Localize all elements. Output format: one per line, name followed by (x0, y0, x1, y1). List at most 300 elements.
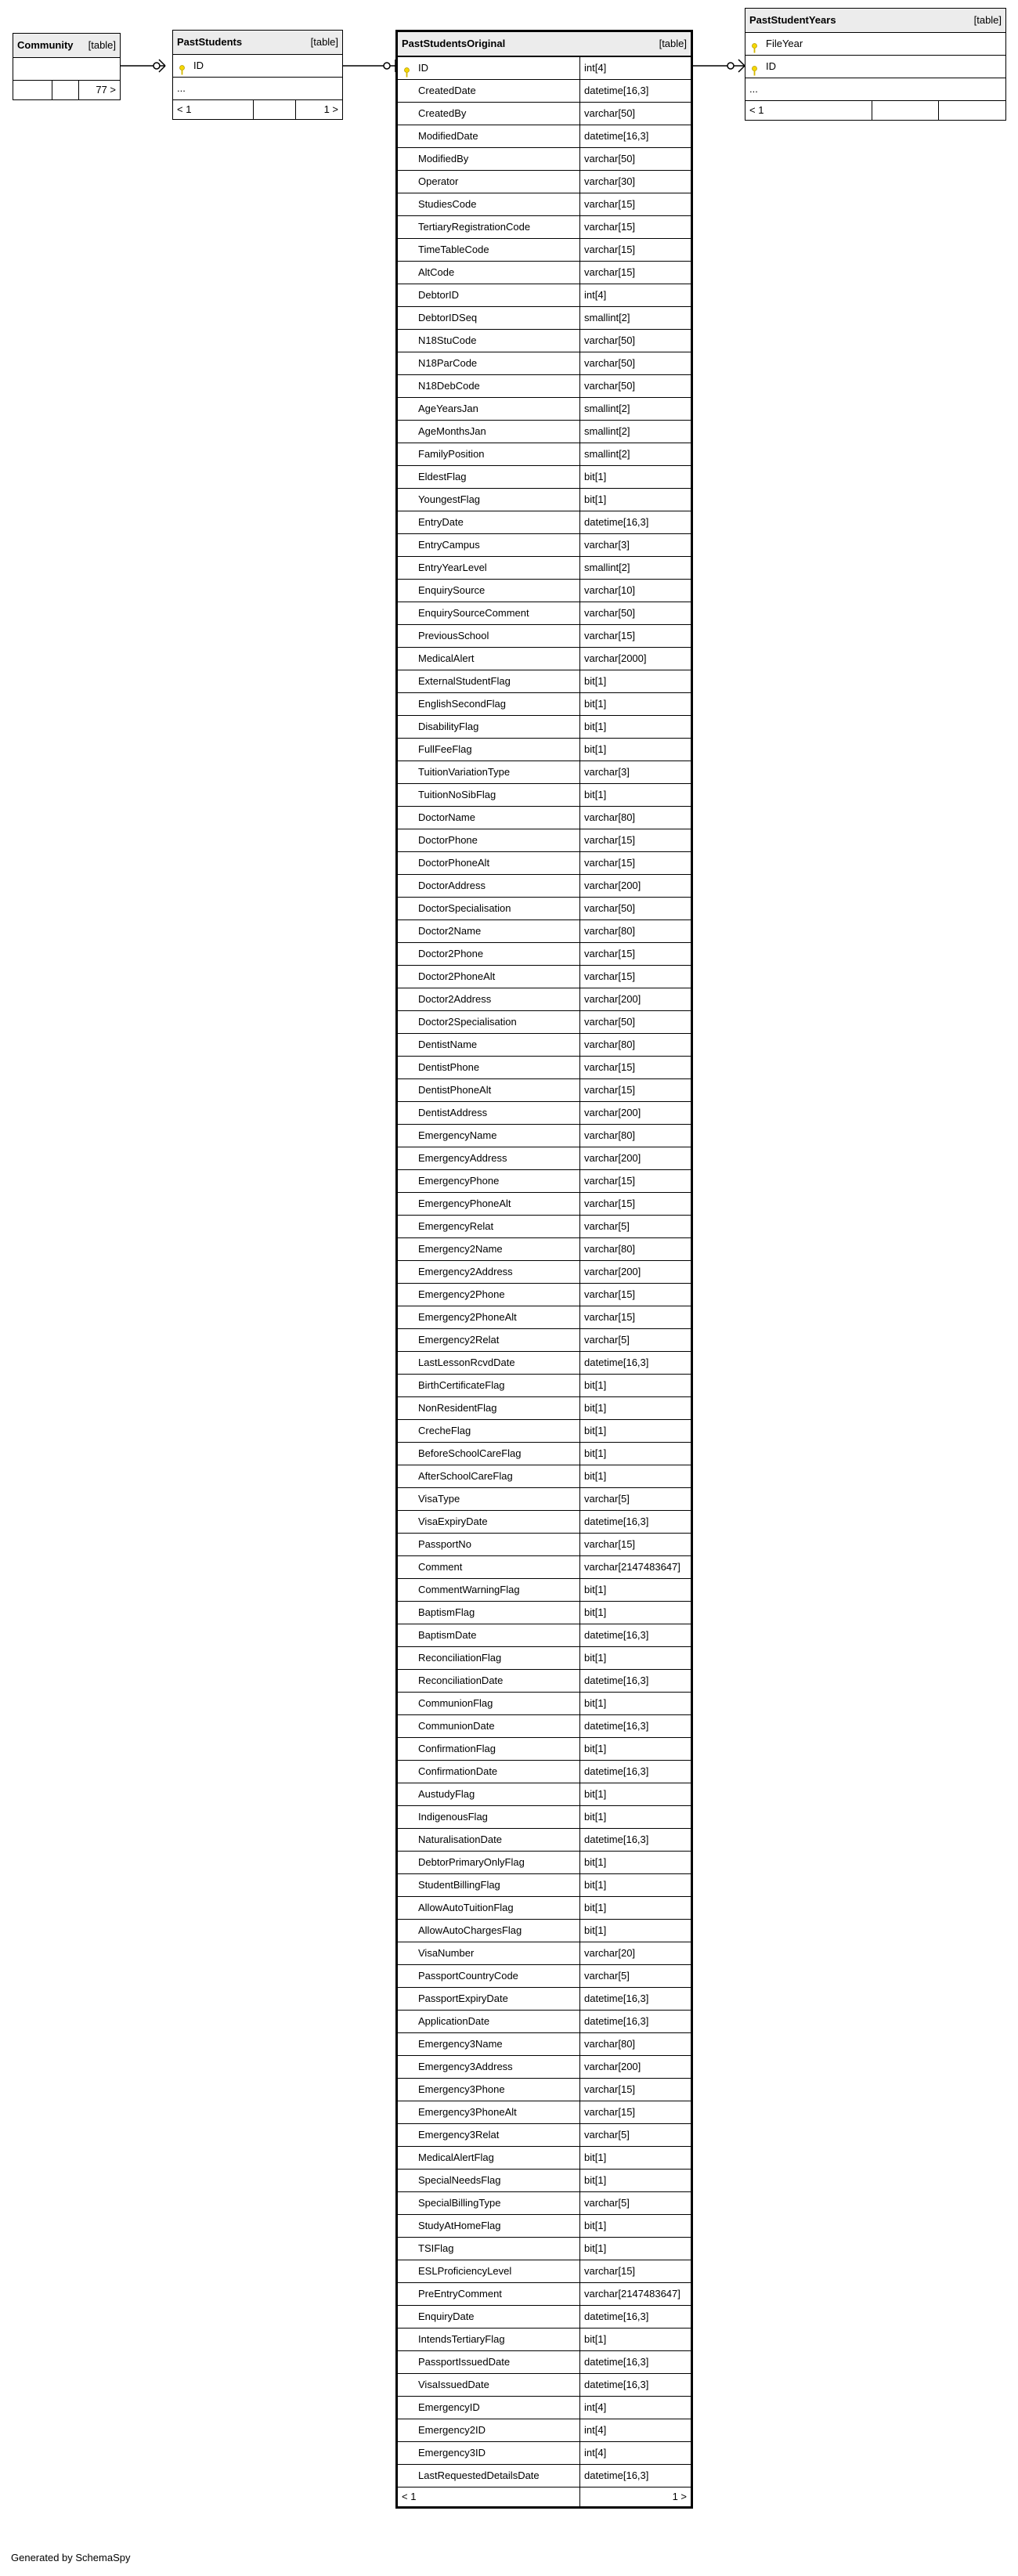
column-name: IntendsTertiaryFlag (418, 2333, 505, 2345)
column-type: datetime[16,3] (580, 1670, 692, 1693)
table-footer (173, 100, 343, 120)
column-type: bit[1] (580, 466, 692, 489)
column-type: varchar[15] (580, 2079, 692, 2101)
column-name: EnquiryDate (418, 2310, 475, 2322)
column-type: varchar[3] (580, 761, 692, 784)
column-type: bit[1] (580, 1693, 692, 1715)
column-type: bit[1] (580, 1397, 692, 1420)
table-row (397, 1329, 692, 1352)
column-type: varchar[15] (580, 829, 692, 852)
table-row (397, 693, 692, 716)
table-row (397, 1511, 692, 1534)
column-name: EntryCampus (418, 539, 480, 551)
column-name: Doctor2Address (418, 993, 492, 1005)
column-name: NaturalisationDate (418, 1834, 502, 1845)
column-type: varchar[50] (580, 602, 692, 625)
column-type: datetime[16,3] (580, 2465, 692, 2487)
table-row (397, 375, 692, 398)
column-type: varchar[15] (580, 1170, 692, 1193)
column-name: DoctorPhone (418, 834, 478, 846)
table-row (397, 1102, 692, 1125)
column-name: TimeTableCode (418, 244, 489, 255)
column-name: PassportCountryCode (418, 1970, 518, 1982)
table-paststudents[interactable] (172, 30, 343, 120)
table-row (397, 2283, 692, 2306)
column-name: ReconciliationDate (418, 1675, 504, 1686)
column-type: datetime[16,3] (580, 1352, 692, 1375)
column-name: SpecialBillingType (418, 2197, 501, 2209)
column-type: bit[1] (580, 1579, 692, 1602)
column-name: Doctor2PhoneAlt (418, 970, 496, 982)
column-type: varchar[50] (580, 330, 692, 352)
column-name: EldestFlag (418, 471, 467, 482)
table-row (397, 2397, 692, 2419)
column-name: Emergency2Address (418, 1266, 513, 1277)
column-type: varchar[200] (580, 2056, 692, 2079)
table-row (397, 1011, 692, 1034)
table-name: PastStudentYears (749, 14, 836, 26)
column-name: MedicalAlertFlag (418, 2151, 494, 2163)
table-row (397, 966, 692, 988)
column-name: Doctor2Name (418, 925, 482, 937)
column-type: varchar[5] (580, 2124, 692, 2147)
footer-left[interactable]: < 1 (397, 2487, 580, 2508)
column-name: EntryYearLevel (418, 562, 487, 573)
column-name: ID (766, 60, 776, 72)
table-row (397, 125, 692, 148)
column-type: bit[1] (580, 489, 692, 511)
table-footer (745, 101, 1006, 121)
column-type: varchar[80] (580, 1238, 692, 1261)
column-name: ConfirmationFlag (418, 1743, 496, 1754)
table-row (397, 1670, 692, 1693)
column-type: bit[1] (580, 1874, 692, 1897)
column-name: LastLessonRcvdDate (418, 1357, 515, 1368)
column-name: EmergencyName (418, 1129, 497, 1141)
table-row (397, 1988, 692, 2011)
table-row (397, 193, 692, 216)
table-row (173, 78, 343, 100)
column-type: varchar[15] (580, 966, 692, 988)
table-name: PastStudentsOriginal (402, 38, 506, 49)
table-row (397, 307, 692, 330)
column-name: AfterSchoolCareFlag (418, 1470, 513, 1482)
column-name: Emergency2Relat (418, 1334, 500, 1346)
table-header (173, 31, 343, 55)
column-type: varchar[200] (580, 988, 692, 1011)
column-name: CommentWarningFlag (418, 1584, 520, 1595)
footer-left[interactable]: < 1 (745, 101, 872, 121)
column-type: varchar[15] (580, 1306, 692, 1329)
table-row (397, 2465, 692, 2487)
table-row (397, 1352, 692, 1375)
column-type: varchar[15] (580, 1079, 692, 1102)
column-name: FileYear (766, 38, 803, 49)
column-type: datetime[16,3] (580, 80, 692, 103)
column-type: varchar[15] (580, 1193, 692, 1216)
column-type: varchar[15] (580, 943, 692, 966)
table-row (397, 1034, 692, 1057)
column-name: DoctorAddress (418, 880, 486, 891)
table-row (397, 1738, 692, 1761)
key-icon (402, 63, 412, 74)
column-type: bit[1] (580, 1920, 692, 1942)
column-type: varchar[5] (580, 1329, 692, 1352)
table-row (397, 2011, 692, 2033)
column-name: BeforeSchoolCareFlag (418, 1447, 522, 1459)
column-name: VisaNumber (418, 1947, 475, 1959)
table-row (397, 1306, 692, 1329)
table-row (397, 1534, 692, 1556)
table-row (397, 1556, 692, 1579)
column-type: bit[1] (580, 1375, 692, 1397)
column-name: Emergency3PhoneAlt (418, 2106, 517, 2118)
table-row (397, 2147, 692, 2170)
table-row (397, 80, 692, 103)
table-row (397, 1216, 692, 1238)
column-name: Comment (418, 1561, 463, 1573)
table-row (397, 56, 692, 80)
table-name: PastStudents (177, 36, 243, 48)
column-name: AltCode (418, 266, 455, 278)
column-type: bit[1] (580, 2238, 692, 2260)
table-row (397, 1829, 692, 1852)
column-name: FamilyPosition (418, 448, 485, 460)
column-type: varchar[5] (580, 2192, 692, 2215)
column-type: varchar[10] (580, 580, 692, 602)
column-name: PassportIssuedDate (418, 2356, 511, 2368)
table-row (397, 829, 692, 852)
column-name: Emergency3Relat (418, 2129, 500, 2141)
table-row (397, 1920, 692, 1942)
column-type: varchar[80] (580, 1034, 692, 1057)
column-name: VisaExpiryDate (418, 1516, 488, 1527)
column-type: varchar[80] (580, 1125, 692, 1147)
table-row (397, 1715, 692, 1738)
table-paststudentyears[interactable] (745, 8, 1006, 121)
table-row (397, 1624, 692, 1647)
table-row (397, 1783, 692, 1806)
column-type: varchar[2147483647] (580, 1556, 692, 1579)
column-name: N18ParCode (418, 357, 478, 369)
column-type: varchar[80] (580, 920, 692, 943)
column-type: varchar[15] (580, 2101, 692, 2124)
generated-by-label: Generated by SchemaSpy (11, 2552, 131, 2563)
column-name: EnquirySourceComment (418, 607, 529, 619)
column-type: datetime[16,3] (580, 1761, 692, 1783)
table-row (397, 103, 692, 125)
table-row (397, 1465, 692, 1488)
table-row (397, 1693, 692, 1715)
table-kind: [table] (659, 38, 687, 49)
column-name: DebtorID (418, 289, 460, 301)
column-type: bit[1] (580, 2329, 692, 2351)
table-row (397, 489, 692, 511)
column-type: varchar[50] (580, 375, 692, 398)
column-type: varchar[15] (580, 262, 692, 284)
table-row (745, 78, 1006, 101)
footer-right[interactable]: 1 > (296, 100, 343, 120)
table-row (397, 398, 692, 421)
column-name: VisaIssuedDate (418, 2379, 489, 2390)
column-type: varchar[2147483647] (580, 2283, 692, 2306)
column-name: LastRequestedDetailsDate (418, 2469, 540, 2481)
column-type: datetime[16,3] (580, 2011, 692, 2033)
table-row (397, 1579, 692, 1602)
column-name: EmergencyID (418, 2401, 480, 2413)
column-type: varchar[200] (580, 1147, 692, 1170)
table-row (397, 1647, 692, 1670)
column-name: ModifiedBy (418, 153, 469, 164)
column-name: Doctor2Specialisation (418, 1016, 517, 1028)
table-row (397, 2170, 692, 2192)
column-name: DentistAddress (418, 1107, 488, 1118)
table-row (397, 1897, 692, 1920)
column-type: varchar[15] (580, 216, 692, 239)
table-row (397, 1261, 692, 1284)
column-type: bit[1] (580, 1738, 692, 1761)
column-type: datetime[16,3] (580, 1715, 692, 1738)
ellipsis: ... (173, 78, 343, 100)
table-row (397, 330, 692, 352)
column-type: bit[1] (580, 1420, 692, 1443)
column-type: varchar[15] (580, 2260, 692, 2283)
column-name: DentistPhone (418, 1061, 480, 1073)
column-type: bit[1] (580, 1443, 692, 1465)
column-type: varchar[200] (580, 875, 692, 898)
column-type: varchar[200] (580, 1102, 692, 1125)
table-row (397, 2419, 692, 2442)
column-type: varchar[50] (580, 898, 692, 920)
column-name: PreviousSchool (418, 630, 489, 641)
column-name: ESLProficiencyLevel (418, 2265, 512, 2277)
column-name: VisaType (418, 1493, 460, 1505)
column-name: TuitionVariationType (418, 766, 511, 778)
column-type: varchar[2000] (580, 648, 692, 670)
column-type: varchar[50] (580, 352, 692, 375)
table-row (13, 58, 121, 81)
column-type: varchar[3] (580, 534, 692, 557)
column-name: DebtorIDSeq (418, 312, 478, 323)
table-row (397, 511, 692, 534)
column-name: DoctorPhoneAlt (418, 857, 490, 869)
table-row (397, 171, 692, 193)
column-type: varchar[20] (580, 1942, 692, 1965)
table-row (397, 1147, 692, 1170)
table-row (397, 784, 692, 807)
table-row (397, 807, 692, 829)
column-name: FullFeeFlag (418, 743, 472, 755)
table-row (397, 284, 692, 307)
column-name: EnquirySource (418, 584, 486, 596)
column-name: BaptismDate (418, 1629, 477, 1641)
table-kind: [table] (973, 14, 1002, 26)
column-type: datetime[16,3] (580, 2306, 692, 2329)
column-type: varchar[30] (580, 171, 692, 193)
column-name: DoctorName (418, 811, 475, 823)
key-icon (749, 39, 760, 49)
table-row (397, 1874, 692, 1897)
column-type: bit[1] (580, 1806, 692, 1829)
column-name: IndigenousFlag (418, 1811, 488, 1823)
column-type: smallint[2] (580, 557, 692, 580)
table-kind: [table] (310, 36, 339, 48)
column-name: Emergency2ID (418, 2424, 486, 2436)
table-header (13, 34, 121, 58)
table-row (397, 2033, 692, 2056)
table-row (397, 1193, 692, 1216)
table-row (397, 2238, 692, 2260)
column-name: StudyAtHomeFlag (418, 2220, 501, 2231)
column-type: varchar[50] (580, 148, 692, 171)
table-row (397, 852, 692, 875)
table-row (397, 262, 692, 284)
table-row (397, 1375, 692, 1397)
table-row (397, 2351, 692, 2374)
column-name: Emergency2PhoneAlt (418, 1311, 517, 1323)
column-name: ModifiedDate (418, 130, 478, 142)
column-name: Emergency3Address (418, 2061, 513, 2072)
column-type: bit[1] (580, 1897, 692, 1920)
column-type: bit[1] (580, 1465, 692, 1488)
table-row (397, 1965, 692, 1988)
column-type: bit[1] (580, 1602, 692, 1624)
table-row (397, 421, 692, 443)
column-type: varchar[15] (580, 1284, 692, 1306)
table-row (397, 2192, 692, 2215)
table-row (397, 1284, 692, 1306)
column-type: datetime[16,3] (580, 1624, 692, 1647)
table-row (397, 1806, 692, 1829)
column-name: BirthCertificateFlag (418, 1379, 505, 1391)
column-type: bit[1] (580, 1852, 692, 1874)
column-name: Emergency3ID (418, 2447, 486, 2459)
column-name: CreatedDate (418, 85, 476, 96)
table-row (397, 625, 692, 648)
table-row (397, 1443, 692, 1465)
column-name: Emergency2Name (418, 1243, 503, 1255)
footer-left[interactable]: < 1 (173, 100, 254, 120)
column-name: Operator (418, 175, 459, 187)
column-type: datetime[16,3] (580, 1511, 692, 1534)
column-type: varchar[80] (580, 807, 692, 829)
column-name: CreatedBy (418, 107, 467, 119)
column-type: bit[1] (580, 784, 692, 807)
table-community[interactable] (13, 33, 121, 100)
column-type: datetime[16,3] (580, 1988, 692, 2011)
column-type: datetime[16,3] (580, 1829, 692, 1852)
column-name: MedicalAlert (418, 652, 475, 664)
column-name: Doctor2Phone (418, 948, 484, 959)
column-type: varchar[5] (580, 1488, 692, 1511)
column-name: DentistName (418, 1039, 478, 1050)
table-row (397, 216, 692, 239)
table-row (397, 148, 692, 171)
table-row (397, 1238, 692, 1261)
table-name: Community (17, 39, 74, 51)
column-name: N18StuCode (418, 334, 477, 346)
column-name: YoungestFlag (418, 493, 481, 505)
column-type: int[4] (580, 284, 692, 307)
column-name: DoctorSpecialisation (418, 902, 511, 914)
table-row (397, 943, 692, 966)
table-row (397, 2101, 692, 2124)
key-icon (749, 62, 760, 72)
table-row (397, 648, 692, 670)
column-type: varchar[15] (580, 239, 692, 262)
table-row (397, 1170, 692, 1193)
column-name: CommunionFlag (418, 1697, 493, 1709)
column-name: AustudyFlag (418, 1788, 475, 1800)
column-type: varchar[5] (580, 1216, 692, 1238)
column-type: varchar[50] (580, 1011, 692, 1034)
column-name: TuitionNoSibFlag (418, 789, 496, 800)
footer-right[interactable]: 77 > (79, 81, 121, 100)
column-type: int[4] (580, 2442, 692, 2465)
table-paststudentsoriginal[interactable] (395, 30, 693, 2509)
table-row (397, 739, 692, 761)
column-type: smallint[2] (580, 421, 692, 443)
column-name: ExternalStudentFlag (418, 675, 511, 687)
column-type: smallint[2] (580, 443, 692, 466)
column-type: datetime[16,3] (580, 2351, 692, 2374)
table-row (397, 2124, 692, 2147)
column-name: ID (193, 60, 204, 71)
table-row (397, 670, 692, 693)
table-row (397, 466, 692, 489)
column-name: AllowAutoTuitionFlag (418, 1902, 514, 1913)
table-row (397, 1761, 692, 1783)
column-type: datetime[16,3] (580, 511, 692, 534)
table-row (397, 1602, 692, 1624)
column-name: BaptismFlag (418, 1606, 475, 1618)
footer-right[interactable]: 1 > (580, 2487, 692, 2508)
column-type: varchar[80] (580, 2033, 692, 2056)
table-row (397, 2442, 692, 2465)
table-row (397, 534, 692, 557)
column-type: bit[1] (580, 716, 692, 739)
table-row (397, 1942, 692, 1965)
table-row (745, 56, 1006, 78)
column-name: CrecheFlag (418, 1425, 471, 1436)
column-name: Emergency2Phone (418, 1288, 505, 1300)
column-type: smallint[2] (580, 398, 692, 421)
column-name: TSIFlag (418, 2242, 454, 2254)
column-name: AgeYearsJan (418, 403, 478, 414)
column-type: varchar[5] (580, 1965, 692, 1988)
column-name: PreEntryComment (418, 2288, 502, 2300)
column-type: bit[1] (580, 2147, 692, 2170)
table-header (745, 9, 1006, 33)
table-row (397, 1125, 692, 1147)
column-type: varchar[200] (580, 1261, 692, 1284)
table-row (397, 2079, 692, 2101)
table-row (397, 1852, 692, 1874)
column-name: Emergency3Phone (418, 2083, 505, 2095)
column-type: bit[1] (580, 739, 692, 761)
table-row (397, 716, 692, 739)
column-name: EmergencyRelat (418, 1220, 494, 1232)
column-name: SpecialNeedsFlag (418, 2174, 501, 2186)
column-type: varchar[15] (580, 1534, 692, 1556)
column-type: varchar[15] (580, 1057, 692, 1079)
column-name: EnglishSecondFlag (418, 698, 507, 710)
column-name: EmergencyPhoneAlt (418, 1198, 511, 1209)
column-type: int[4] (580, 2419, 692, 2442)
table-row (397, 1079, 692, 1102)
column-name: ApplicationDate (418, 2015, 490, 2027)
table-row (397, 988, 692, 1011)
